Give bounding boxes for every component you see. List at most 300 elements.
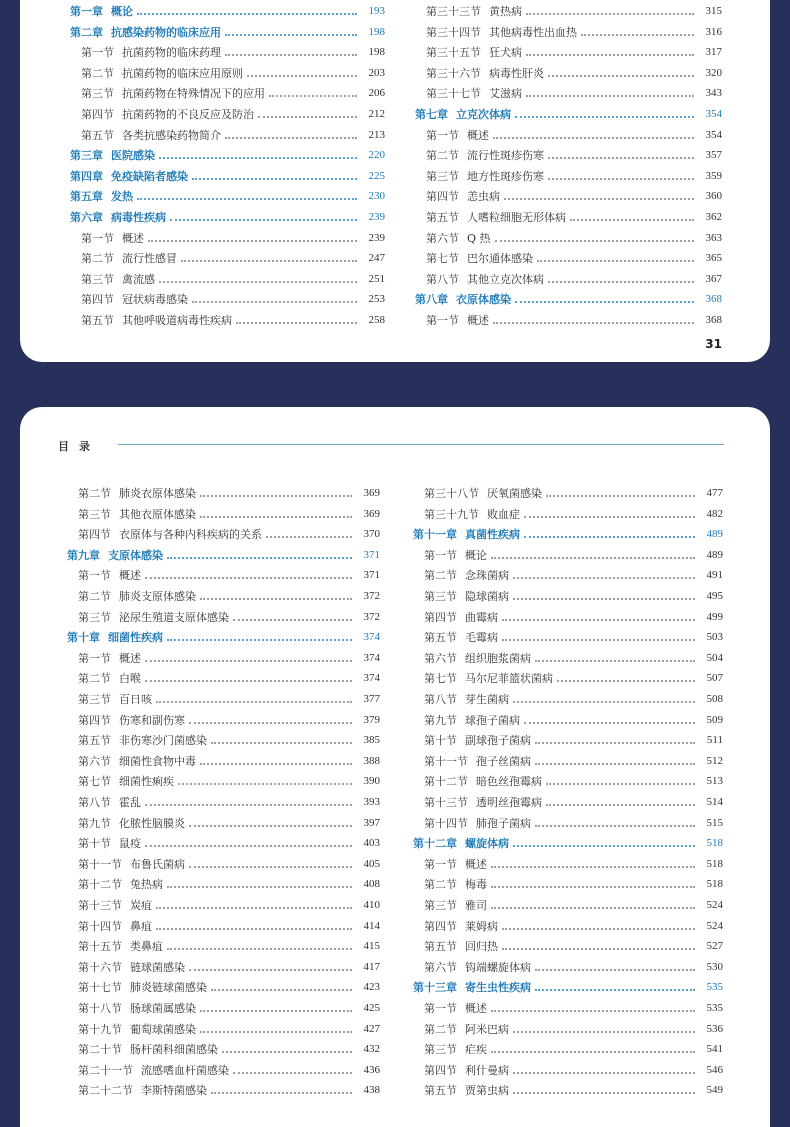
entry-title: 人嗜粒细胞无形体病 bbox=[467, 211, 566, 224]
toc-section-entry bbox=[415, 269, 722, 289]
dot-leader bbox=[192, 301, 357, 303]
entry-title: 厌氧菌感染 bbox=[487, 487, 542, 500]
entry-label: 第七章 bbox=[415, 108, 448, 121]
entry-title: 芽生菌病 bbox=[465, 693, 509, 706]
entry-page: 354 bbox=[705, 108, 722, 120]
dot-leader bbox=[581, 34, 694, 36]
dot-leader bbox=[524, 536, 695, 538]
entry-label: 第四节 bbox=[81, 108, 114, 121]
entry-label: 第十节 bbox=[78, 837, 111, 851]
entry-title: 马尔尼菲篮状菌病 bbox=[465, 672, 553, 686]
entry-title: 透明丝孢霉病 bbox=[476, 796, 542, 809]
entry-label: 第三节 bbox=[424, 590, 457, 603]
entry-label: 第九节 bbox=[78, 816, 111, 830]
dot-leader bbox=[145, 804, 352, 806]
entry-label: 第三节 bbox=[81, 272, 114, 286]
entry-page: 535 bbox=[706, 1002, 723, 1014]
entry-page: 372 bbox=[363, 610, 380, 623]
entry-label: 第二节 bbox=[424, 1022, 457, 1036]
dot-leader bbox=[269, 95, 357, 97]
entry-label: 第三节 bbox=[81, 87, 114, 101]
entry-page: 415 bbox=[363, 940, 380, 953]
entry-page: 362 bbox=[705, 211, 722, 223]
toc-chapter-entry bbox=[413, 977, 723, 997]
entry-page: 247 bbox=[368, 252, 385, 265]
entry-title: 螺旋体病 bbox=[465, 837, 509, 851]
entry-label: 第十一节 bbox=[78, 857, 122, 871]
entry-label: 第三十九节 bbox=[424, 507, 479, 521]
dot-leader bbox=[167, 557, 352, 559]
entry-page: 509 bbox=[706, 713, 723, 726]
entry-page: 524 bbox=[706, 919, 723, 932]
entry-title: 巴尔通体感染 bbox=[467, 252, 533, 266]
entry-label: 第三十七节 bbox=[426, 87, 481, 101]
entry-title: 肺孢子菌病 bbox=[476, 816, 531, 830]
toc-section-entry bbox=[415, 186, 722, 206]
entry-title: 化脓性脑膜炎 bbox=[119, 816, 185, 830]
entry-page: 354 bbox=[705, 128, 722, 141]
entry-page: 388 bbox=[363, 754, 380, 767]
toc-chapter-entry bbox=[415, 104, 722, 124]
entry-title: 其他呼吸道病毒性疾病 bbox=[122, 314, 232, 327]
entry-title: 冠状病毒感染 bbox=[122, 293, 188, 307]
entry-title: 其他病毒性出血热 bbox=[489, 25, 577, 39]
entry-label: 第一节 bbox=[424, 548, 457, 562]
entry-page: 425 bbox=[363, 1002, 380, 1014]
dot-leader bbox=[137, 13, 357, 15]
entry-page: 436 bbox=[363, 1063, 380, 1076]
entry-title: 百日咳 bbox=[119, 693, 152, 706]
dot-leader bbox=[535, 825, 695, 827]
dot-leader bbox=[557, 680, 695, 682]
entry-label: 第二节 bbox=[426, 149, 459, 163]
entry-label: 第一章 bbox=[70, 5, 103, 18]
entry-page: 368 bbox=[705, 314, 722, 326]
entry-title: 地方性斑疹伤寒 bbox=[467, 169, 544, 183]
toc-chapter-entry bbox=[70, 145, 385, 165]
entry-label: 第十一章 bbox=[413, 528, 457, 542]
toc-section-entry bbox=[67, 1080, 380, 1100]
dot-leader bbox=[200, 763, 352, 765]
toc-section-entry bbox=[415, 248, 722, 268]
entry-page: 369 bbox=[363, 487, 380, 499]
entry-title: 鼠疫 bbox=[119, 837, 141, 851]
dot-leader bbox=[233, 619, 352, 621]
entry-label: 第十六节 bbox=[78, 960, 122, 974]
dot-leader bbox=[145, 845, 352, 847]
entry-label: 第八章 bbox=[415, 293, 448, 307]
toc-section-entry bbox=[70, 228, 385, 248]
dot-leader bbox=[156, 701, 352, 703]
entry-page: 390 bbox=[363, 775, 380, 788]
entry-page: 489 bbox=[706, 548, 723, 561]
dot-leader bbox=[200, 1031, 352, 1033]
entry-title: 概论 bbox=[465, 548, 487, 562]
toc-section-entry bbox=[413, 751, 723, 771]
entry-page: 193 bbox=[368, 5, 385, 17]
entry-page: 374 bbox=[363, 631, 380, 644]
entry-label: 第三节 bbox=[78, 693, 111, 706]
entry-label: 第二节 bbox=[81, 66, 114, 80]
dot-leader bbox=[225, 54, 357, 56]
entry-label: 第一节 bbox=[426, 314, 459, 327]
dot-leader bbox=[548, 281, 694, 283]
entry-title: 其他衣原体感染 bbox=[119, 507, 196, 521]
entry-label: 第二节 bbox=[424, 878, 457, 892]
toc-section-entry bbox=[67, 1060, 380, 1080]
entry-label: 第十二章 bbox=[413, 837, 457, 851]
entry-label: 第二十二节 bbox=[78, 1084, 133, 1098]
toc-chapter-entry bbox=[67, 627, 380, 647]
entry-title: 隐球菌病 bbox=[465, 590, 509, 603]
toc-section-entry bbox=[67, 483, 380, 503]
entry-label: 第三节 bbox=[426, 169, 459, 183]
dot-leader bbox=[513, 701, 695, 703]
entry-label: 第三节 bbox=[78, 610, 111, 624]
entry-title: 鼻疽 bbox=[130, 919, 152, 933]
entry-title: 概述 bbox=[122, 231, 144, 245]
entry-label: 第二节 bbox=[78, 590, 111, 603]
toc-section-entry bbox=[415, 228, 722, 248]
entry-page: 343 bbox=[705, 87, 722, 100]
entry-label: 第一节 bbox=[81, 46, 114, 60]
dot-leader bbox=[236, 322, 357, 324]
entry-label: 第六章 bbox=[70, 211, 103, 224]
entry-title: 败血症 bbox=[487, 507, 520, 521]
entry-title: 暗色丝孢霉病 bbox=[476, 775, 542, 789]
entry-page: 549 bbox=[706, 1084, 723, 1097]
entry-page: 320 bbox=[705, 66, 722, 79]
entry-title: 细菌性痢疾 bbox=[119, 775, 174, 789]
dot-leader bbox=[493, 137, 694, 139]
entry-title: 非伤寒沙门菌感染 bbox=[119, 734, 207, 748]
entry-label: 第一节 bbox=[78, 569, 111, 583]
entry-title: 炭疽 bbox=[130, 899, 152, 912]
toc-page-bottom bbox=[20, 407, 770, 1127]
entry-label: 第十一节 bbox=[424, 754, 468, 768]
entry-label: 第十二节 bbox=[424, 775, 468, 789]
entry-title: 艾滋病 bbox=[489, 87, 522, 101]
entry-page: 403 bbox=[363, 837, 380, 850]
dot-leader bbox=[504, 198, 694, 200]
entry-label: 第六节 bbox=[424, 960, 457, 974]
toc-section-entry bbox=[413, 792, 723, 812]
toc-section-entry bbox=[67, 813, 380, 833]
entry-title: 立克次体病 bbox=[456, 108, 511, 121]
entry-label: 第八节 bbox=[426, 272, 459, 286]
entry-label: 第四节 bbox=[78, 713, 111, 727]
entry-title: 雅司 bbox=[465, 899, 487, 912]
entry-page: 495 bbox=[706, 590, 723, 602]
toc-section-entry bbox=[67, 504, 380, 524]
entry-label: 第十八节 bbox=[78, 1002, 122, 1015]
dot-leader bbox=[178, 783, 352, 785]
toc-section-entry bbox=[413, 771, 723, 791]
entry-title: 类鼻疽 bbox=[130, 940, 163, 954]
entry-title: 医院感染 bbox=[111, 149, 155, 163]
toc-section-entry bbox=[67, 710, 380, 730]
entry-title: 毛霉病 bbox=[465, 631, 498, 645]
entry-page: 225 bbox=[368, 169, 385, 182]
toc-section-entry bbox=[70, 63, 385, 83]
entry-label: 第六节 bbox=[424, 651, 457, 665]
dot-leader bbox=[502, 619, 695, 621]
entry-label: 第四节 bbox=[426, 190, 459, 204]
entry-title: 葡萄球菌感染 bbox=[130, 1022, 196, 1036]
entry-label: 第四节 bbox=[424, 610, 457, 624]
entry-page: 397 bbox=[363, 816, 380, 829]
entry-page: 359 bbox=[705, 169, 722, 182]
entry-page: 212 bbox=[368, 108, 385, 120]
entry-title: 抗菌药物的临床应用原则 bbox=[122, 66, 243, 80]
entry-title: 球孢子菌病 bbox=[465, 713, 520, 727]
entry-title: 概述 bbox=[119, 651, 141, 665]
toc-section-entry bbox=[67, 751, 380, 771]
entry-title: 支原体感染 bbox=[108, 548, 163, 562]
entry-label: 第五节 bbox=[424, 1084, 457, 1098]
toc-section-entry bbox=[67, 957, 380, 977]
dot-leader bbox=[145, 577, 352, 579]
entry-label: 第三十八节 bbox=[424, 487, 479, 500]
toc-chapter-entry bbox=[70, 207, 385, 227]
entry-page: 367 bbox=[705, 272, 722, 285]
entry-label: 第十三节 bbox=[424, 796, 468, 809]
entry-page: 370 bbox=[363, 528, 380, 541]
entry-page: 512 bbox=[706, 754, 723, 767]
dot-leader bbox=[167, 639, 352, 641]
dot-leader bbox=[524, 516, 695, 518]
entry-label: 第十三章 bbox=[413, 981, 457, 995]
dot-leader bbox=[247, 75, 357, 77]
dot-leader bbox=[181, 260, 357, 262]
dot-leader bbox=[148, 240, 357, 242]
entry-page: 511 bbox=[706, 734, 723, 747]
dot-leader bbox=[546, 783, 695, 785]
toc-section-entry bbox=[413, 854, 723, 874]
toc-section-entry bbox=[413, 936, 723, 956]
entry-page: 385 bbox=[363, 734, 380, 747]
entry-page: 504 bbox=[706, 651, 723, 664]
dot-leader bbox=[266, 536, 352, 538]
toc-section-entry bbox=[413, 689, 723, 709]
entry-title: 霍乱 bbox=[119, 796, 141, 809]
entry-label: 第七节 bbox=[78, 775, 111, 789]
entry-title: 发热 bbox=[111, 190, 133, 204]
entry-label: 第四节 bbox=[424, 1063, 457, 1077]
dot-leader bbox=[513, 1031, 695, 1033]
entry-title: 伤寒和副伤寒 bbox=[119, 713, 185, 727]
entry-page: 507 bbox=[706, 672, 723, 685]
entry-title: 其他立克次体病 bbox=[467, 272, 544, 286]
header-rule bbox=[118, 444, 724, 445]
entry-title: 概述 bbox=[119, 569, 141, 583]
entry-page: 239 bbox=[368, 211, 385, 223]
entry-label: 第二十一节 bbox=[78, 1063, 133, 1077]
entry-label: 第五节 bbox=[424, 940, 457, 954]
toc-section-entry bbox=[67, 936, 380, 956]
toc-section-entry bbox=[413, 627, 723, 647]
entry-page: 432 bbox=[363, 1043, 380, 1056]
entry-page: 377 bbox=[363, 693, 380, 705]
entry-title: 恙虫病 bbox=[467, 190, 500, 204]
dot-leader bbox=[548, 178, 694, 180]
toc-section-entry bbox=[67, 648, 380, 668]
entry-page: 393 bbox=[363, 796, 380, 808]
entry-page: 405 bbox=[363, 857, 380, 870]
entry-title: 抗菌药物的临床药理 bbox=[122, 46, 221, 60]
dot-leader bbox=[502, 948, 695, 950]
dot-leader bbox=[145, 680, 352, 682]
dot-leader bbox=[145, 660, 352, 662]
entry-page: 357 bbox=[705, 149, 722, 162]
entry-title: 抗菌药物在特殊情况下的应用 bbox=[122, 87, 265, 101]
toc-section-entry bbox=[70, 248, 385, 268]
toc-section-entry bbox=[67, 977, 380, 997]
toc-section-entry bbox=[70, 269, 385, 289]
toc-section-entry bbox=[70, 125, 385, 145]
toc-chapter-entry bbox=[70, 1, 385, 21]
toc-section-entry bbox=[67, 771, 380, 791]
toc-section-entry bbox=[67, 833, 380, 853]
toc-section-entry bbox=[413, 483, 723, 503]
dot-leader bbox=[515, 116, 694, 118]
dot-leader bbox=[491, 557, 695, 559]
entry-title: 免疫缺陷者感染 bbox=[111, 169, 188, 183]
toc-section-entry bbox=[67, 998, 380, 1018]
dot-leader bbox=[159, 157, 357, 159]
entry-title: 流感嗜血杆菌感染 bbox=[141, 1063, 229, 1077]
dot-leader bbox=[493, 322, 694, 324]
entry-title: 白喉 bbox=[119, 672, 141, 686]
entry-label: 第十四节 bbox=[424, 816, 468, 830]
dot-leader bbox=[548, 75, 694, 77]
entry-title: 概述 bbox=[465, 857, 487, 871]
entry-title: 禽流感 bbox=[122, 272, 155, 286]
entry-page: 503 bbox=[706, 631, 723, 644]
entry-page: 369 bbox=[363, 507, 380, 520]
entry-title: 衣原体与各种内科疾病的关系 bbox=[119, 528, 262, 542]
dot-leader bbox=[200, 598, 352, 600]
toc-section-entry bbox=[67, 792, 380, 812]
toc-section-entry bbox=[67, 689, 380, 709]
dot-leader bbox=[491, 1010, 695, 1012]
entry-title: 细菌性疾病 bbox=[108, 631, 163, 645]
entry-title: 兔热病 bbox=[130, 878, 163, 892]
toc-section-entry bbox=[415, 125, 722, 145]
dot-leader bbox=[167, 948, 352, 950]
dot-leader bbox=[156, 907, 352, 909]
toc-section-entry bbox=[415, 42, 722, 62]
entry-label: 第九节 bbox=[424, 713, 457, 727]
entry-page: 535 bbox=[706, 981, 723, 994]
entry-label: 第一节 bbox=[424, 1002, 457, 1015]
entry-label: 第六节 bbox=[426, 231, 459, 245]
entry-page: 438 bbox=[363, 1084, 380, 1097]
entry-page: 524 bbox=[706, 899, 723, 911]
toc-section-entry bbox=[70, 42, 385, 62]
entry-title: 真菌性疾病 bbox=[465, 528, 520, 542]
toc-section-entry bbox=[413, 874, 723, 894]
dot-leader bbox=[513, 1072, 695, 1074]
entry-page: 536 bbox=[706, 1022, 723, 1035]
dot-leader bbox=[225, 34, 357, 36]
entry-label: 第十四节 bbox=[78, 919, 122, 933]
entry-title: 概述 bbox=[465, 1002, 487, 1015]
entry-page: 527 bbox=[706, 940, 723, 953]
entry-label: 第七节 bbox=[426, 252, 459, 266]
entry-page: 482 bbox=[706, 507, 723, 520]
dot-leader bbox=[491, 907, 695, 909]
dot-leader bbox=[189, 866, 352, 868]
entry-page: 410 bbox=[363, 899, 380, 911]
toc-section-entry bbox=[413, 1080, 723, 1100]
dot-leader bbox=[491, 886, 695, 888]
entry-title: 念珠菌病 bbox=[465, 569, 509, 583]
toc-section-entry bbox=[415, 145, 722, 165]
entry-title: 链球菌感染 bbox=[130, 960, 185, 974]
toc-section-entry bbox=[67, 586, 380, 606]
entry-label: 第二节 bbox=[78, 672, 111, 686]
entry-page: 253 bbox=[368, 293, 385, 306]
entry-page: 513 bbox=[706, 775, 723, 788]
entry-label: 第二十节 bbox=[78, 1043, 122, 1057]
entry-label: 第七节 bbox=[424, 672, 457, 686]
entry-title: 副球孢子菌病 bbox=[465, 734, 531, 748]
entry-label: 第二节 bbox=[424, 569, 457, 583]
entry-page: 514 bbox=[706, 796, 723, 808]
toc-chapter-entry bbox=[413, 833, 723, 853]
toc-section-entry bbox=[70, 83, 385, 103]
entry-title: 回归热 bbox=[465, 940, 498, 954]
dot-leader bbox=[515, 301, 694, 303]
entry-title: 寄生虫性疾病 bbox=[465, 981, 531, 995]
entry-title: 肺炎支原体感染 bbox=[119, 590, 196, 603]
entry-page: 363 bbox=[705, 231, 722, 244]
entry-title: 流行性斑疹伤寒 bbox=[467, 149, 544, 163]
toc-section-entry bbox=[415, 207, 722, 227]
toc-section-entry bbox=[413, 730, 723, 750]
dot-leader bbox=[526, 13, 694, 15]
entry-label: 第二节 bbox=[81, 252, 114, 266]
entry-page: 489 bbox=[706, 528, 723, 541]
toc-section-entry bbox=[413, 1039, 723, 1059]
entry-label: 第五章 bbox=[70, 190, 103, 204]
entry-page: 360 bbox=[705, 190, 722, 203]
entry-title: 李斯特菌感染 bbox=[141, 1084, 207, 1098]
entry-title: 细菌性食物中毒 bbox=[119, 754, 196, 768]
toc-section-entry bbox=[415, 83, 722, 103]
entry-label: 第二章 bbox=[70, 25, 103, 39]
entry-page: 508 bbox=[706, 693, 723, 705]
entry-label: 第十节 bbox=[424, 734, 457, 748]
toc-section-entry bbox=[413, 710, 723, 730]
toc-section-entry bbox=[413, 668, 723, 688]
entry-page: 368 bbox=[705, 293, 722, 306]
dot-leader bbox=[167, 886, 352, 888]
dot-leader bbox=[189, 969, 352, 971]
entry-title: 钩端螺旋体病 bbox=[465, 960, 531, 974]
dot-leader bbox=[535, 763, 695, 765]
entry-title: 泌尿生殖道支原体感染 bbox=[119, 610, 229, 624]
entry-page: 518 bbox=[706, 857, 723, 870]
dot-leader bbox=[211, 989, 352, 991]
entry-page: 206 bbox=[368, 87, 385, 100]
toc-section-entry bbox=[70, 104, 385, 124]
entry-title: 狂犬病 bbox=[489, 46, 522, 60]
entry-label: 第四节 bbox=[78, 528, 111, 542]
toc-section-entry bbox=[415, 22, 722, 42]
dot-leader bbox=[546, 804, 695, 806]
